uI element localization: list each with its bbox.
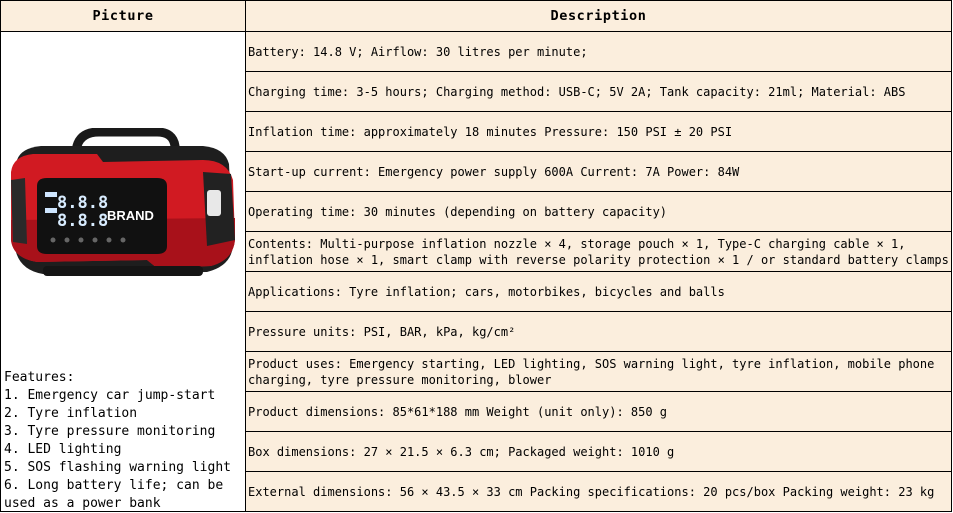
- spec-cell: Box dimensions: 27 × 21.5 × 6.3 cm; Packaged weight: 1010 g: [246, 432, 952, 472]
- spec-cell: Pressure units: PSI, BAR, kPa, kg/cm²: [246, 312, 952, 352]
- spec-cell: External dimensions: 56 × 43.5 × 33 cm Packing specifications: 20 pcs/box Packing weight: 23 kg: [246, 472, 952, 512]
- lcd-bottom-digits: 8.8.8: [57, 211, 109, 231]
- spec-cell: Inflation time: approximately 18 minutes Pressure: 150 PSI ± 20 PSI: [246, 112, 952, 152]
- feature-item: 2. Tyre inflation: [4, 406, 138, 421]
- spec-cell: Product dimensions: 85*61*188 mm Weight (unit only): 850 g: [246, 392, 952, 432]
- feature-item: 4. LED lighting: [4, 442, 122, 457]
- spec-cell: Charging time: 3-5 hours; Charging method: USB-C; 5V 2A; Tank capacity: 21ml; Material: ABS: [246, 72, 952, 112]
- spec-cell: Start-up current: Emergency power supply 600A Current: 7A Power: 84W: [246, 152, 952, 192]
- features-title: Features:: [4, 370, 75, 385]
- feature-item: 3. Tyre pressure monitoring: [4, 424, 216, 439]
- spec-row: [1, 32, 952, 72]
- feature-item: 5. SOS flashing warning light: [4, 460, 231, 475]
- brand-label: BRAND: [107, 208, 154, 223]
- feature-item: 6. Long battery life; can be used as a power bank: [4, 478, 224, 511]
- lcd-top-digits: 8.8.8: [57, 193, 109, 213]
- spec-cell: Contents: Multi-purpose inflation nozzle × 4, storage pouch × 1, Type-C charging cable × 1, inflation hose × 1, smart clamp with reverse polarity protection × 1 / or standard battery clamps: [246, 232, 952, 272]
- feature-item: 1. Emergency car jump-start: [4, 388, 216, 403]
- spec-cell: Battery: 14.8 V; Airflow: 30 litres per minute;: [246, 32, 952, 72]
- header-row: [1, 1, 952, 32]
- picture-header: Picture: [1, 1, 246, 32]
- spec-cell: Product uses: Emergency starting, LED lighting, SOS warning light, tyre inflation, mobile phone charging, tyre pressure monitoring, blower: [246, 352, 952, 392]
- jump-starter-image: [7, 128, 243, 288]
- description-header: Description: [246, 1, 952, 32]
- features-list: [4, 369, 244, 513]
- spec-cell: Applications: Tyre inflation; cars, motorbikes, bicycles and balls: [246, 272, 952, 312]
- picture-cell: [1, 32, 246, 512]
- spec-cell: Operating time: 30 minutes (depending on battery capacity): [246, 192, 952, 232]
